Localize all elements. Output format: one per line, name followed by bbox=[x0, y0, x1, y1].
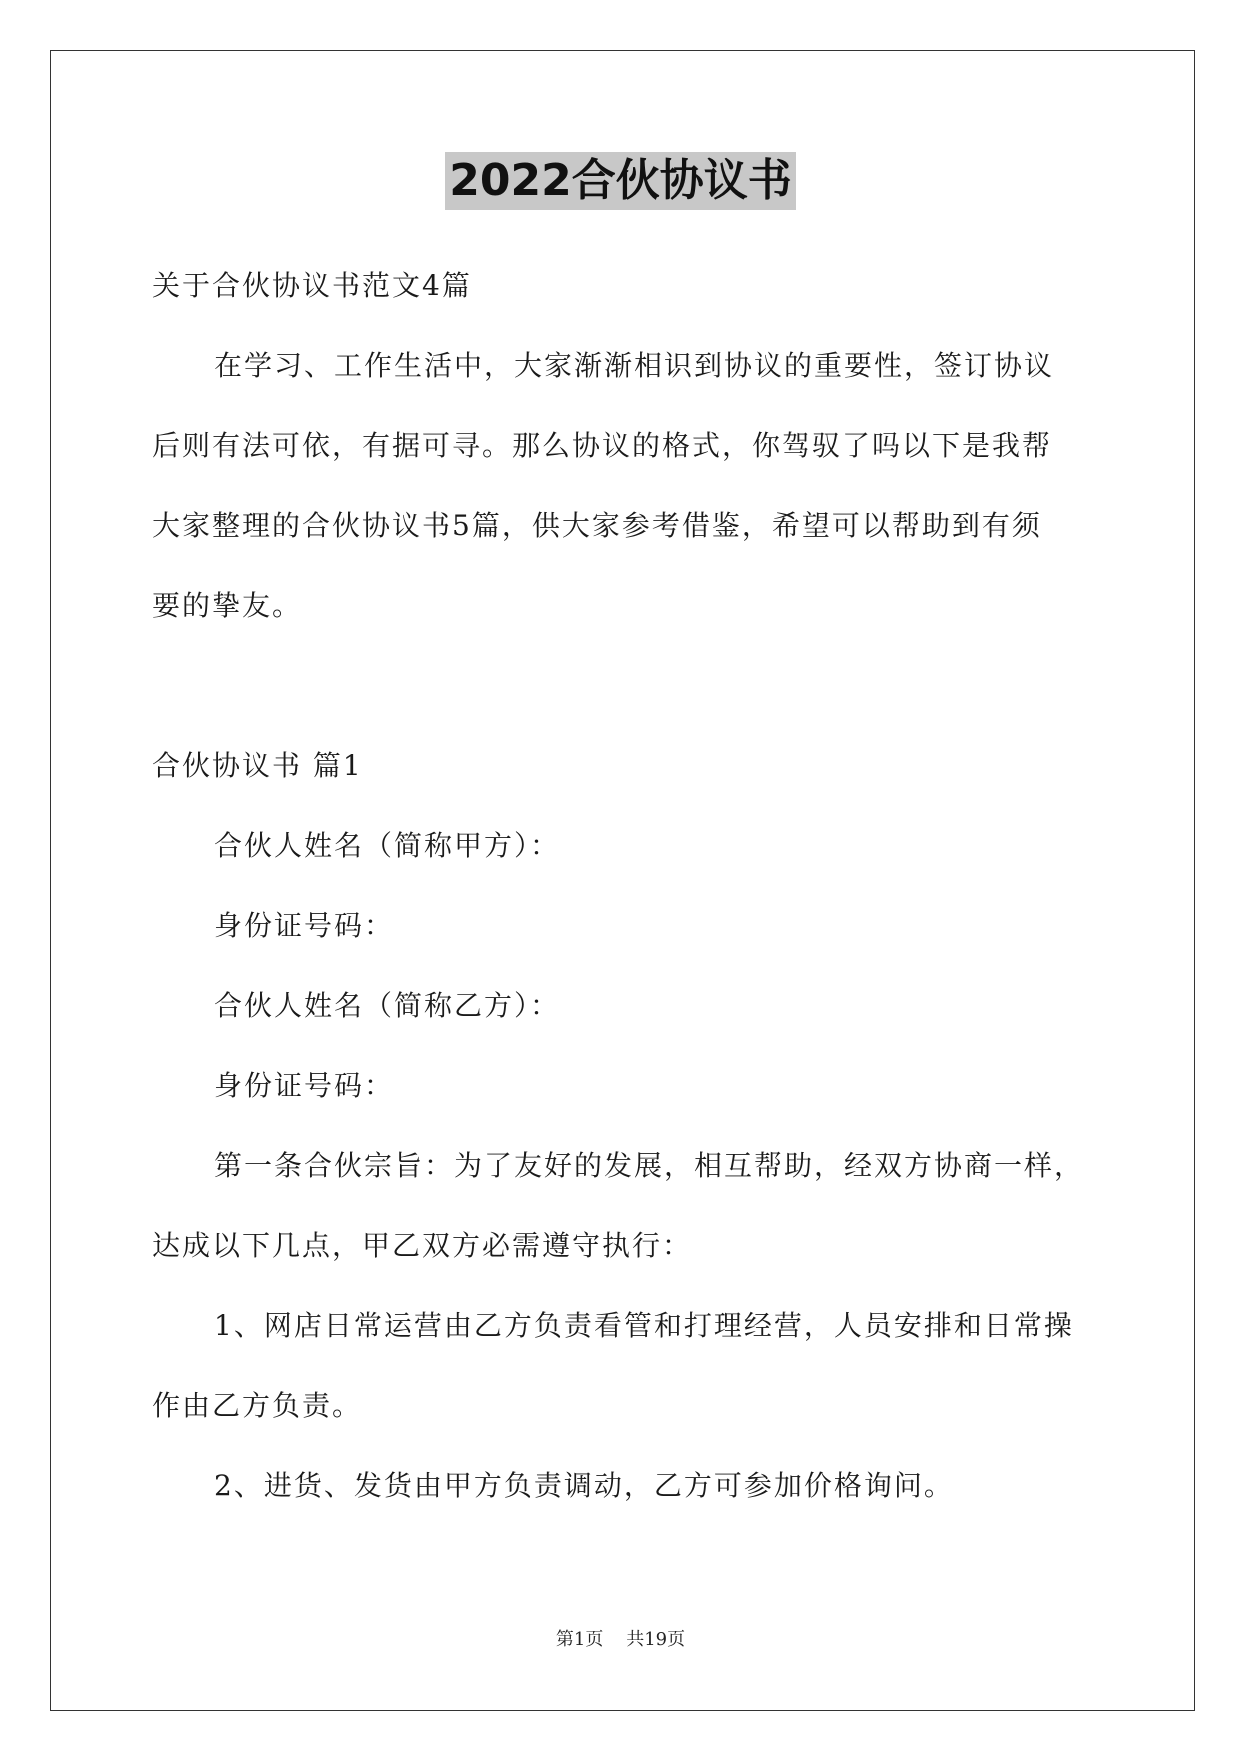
document-subtitle: 关于合伙协议书范文4篇 bbox=[152, 269, 472, 302]
intro-line: 大家整理的合伙协议书5篇，供大家参考借鉴，希望可以帮助到有须 bbox=[152, 509, 1042, 542]
field-partner-a-id: 身份证号码： bbox=[214, 909, 395, 942]
title-block bbox=[0, 152, 1241, 210]
intro-line: 在学习、工作生活中，大家渐渐相识到协议的重要性，签订协议 bbox=[214, 349, 1055, 382]
article-line: 第一条合伙宗旨：为了友好的发展，相互帮助，经双方协商一样， bbox=[214, 1149, 1085, 1182]
page-footer bbox=[0, 1629, 1241, 1651]
document-title: 2022合伙协议书 bbox=[445, 152, 795, 210]
item-1-line: 作由乙方负责。 bbox=[152, 1389, 363, 1422]
field-partner-a-name: 合伙人姓名（简称甲方）： bbox=[214, 829, 561, 862]
intro-line: 要的挚友。 bbox=[152, 589, 303, 622]
section-heading: 合伙协议书 篇1 bbox=[152, 749, 363, 782]
page-number: 第1页 bbox=[555, 1629, 604, 1650]
item-1-line: 1、网店日常运营由乙方负责看管和打理经营，人员安排和日常操 bbox=[214, 1309, 1074, 1342]
field-partner-b-id: 身份证号码： bbox=[214, 1069, 395, 1102]
field-partner-b-name: 合伙人姓名（简称乙方）： bbox=[214, 989, 561, 1022]
page-total: 共19页 bbox=[626, 1629, 686, 1650]
article-line: 达成以下几点，甲乙双方必需遵守执行： bbox=[152, 1229, 693, 1262]
intro-line: 后则有法可依，有据可寻。那么协议的格式，你驾驭了吗以下是我帮 bbox=[152, 429, 1053, 462]
item-2-line: 2、进货、发货由甲方负责调动，乙方可参加价格询问。 bbox=[214, 1469, 954, 1502]
